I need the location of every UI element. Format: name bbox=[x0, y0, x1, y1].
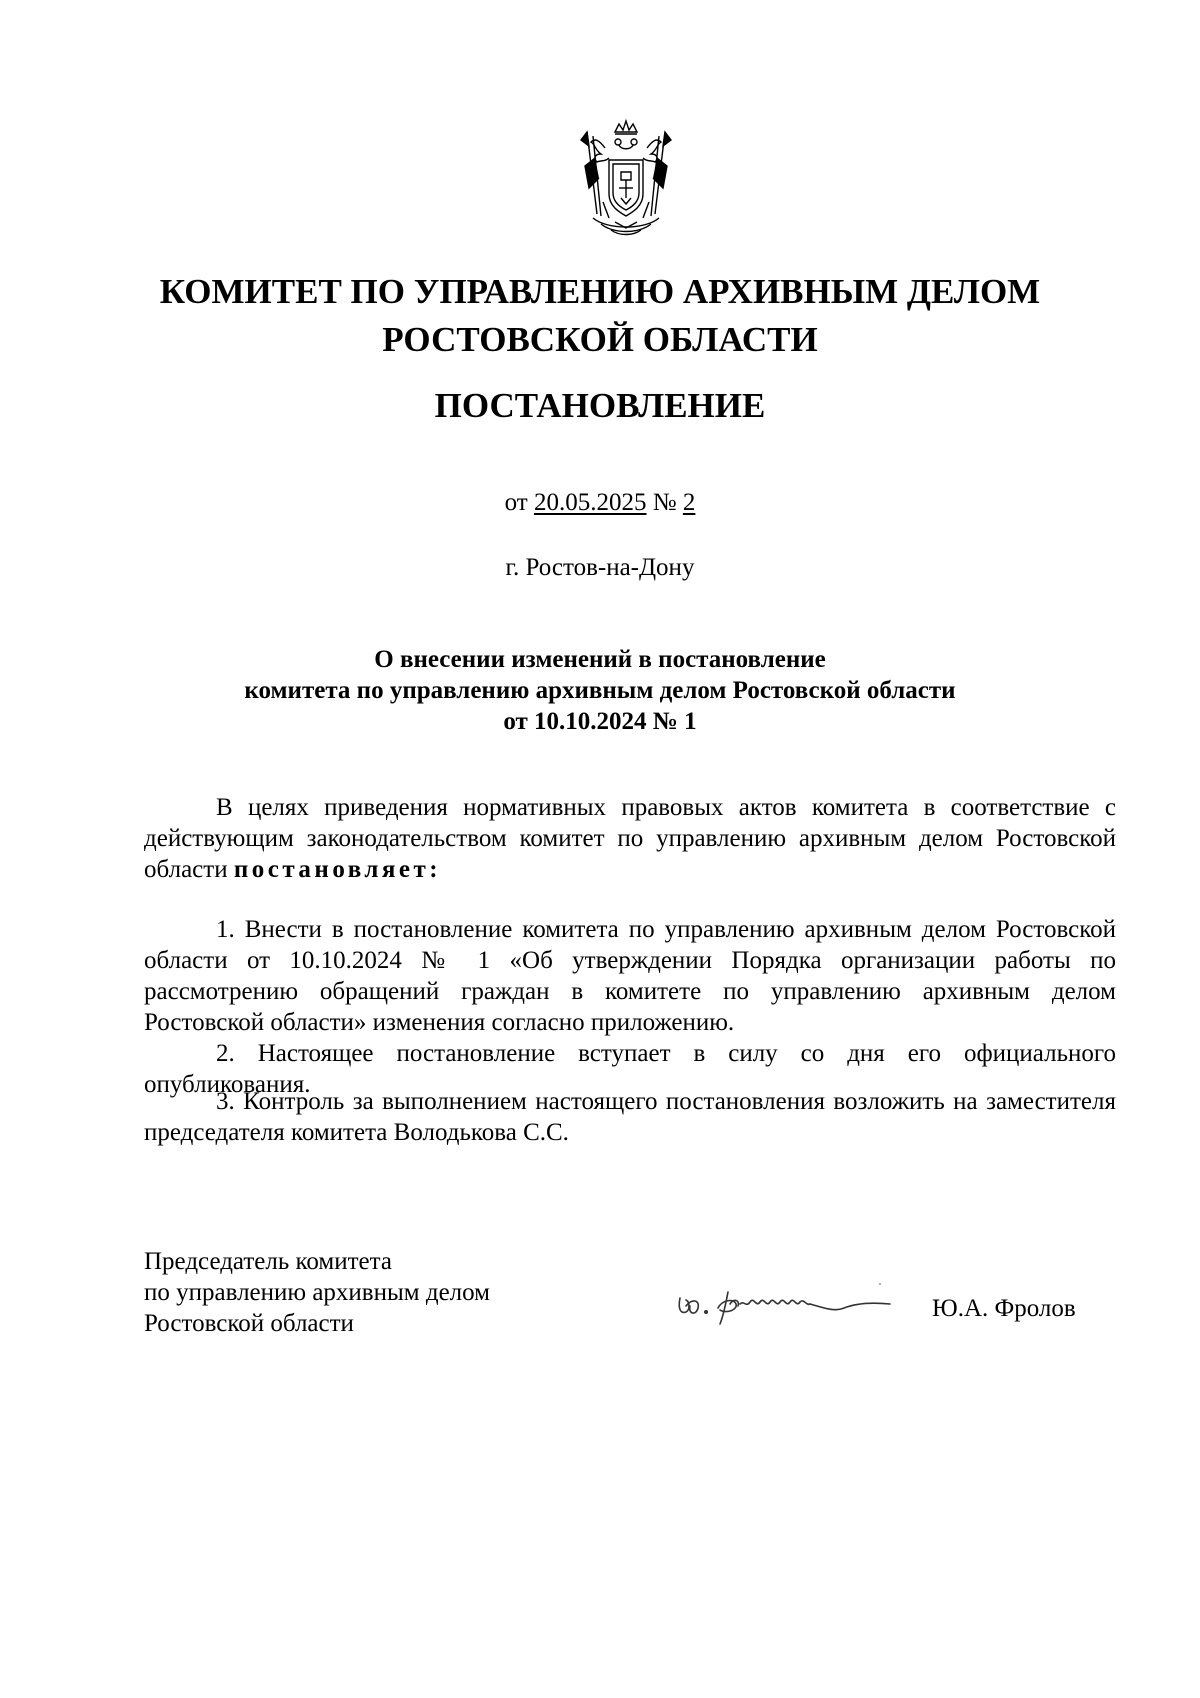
organization-name bbox=[100, 268, 1100, 364]
organization-name-line-1: КОМИТЕТ ПО УПРАВЛЕНИЮ АРХИВНЫМ ДЕЛОМ bbox=[159, 272, 1041, 311]
handwritten-signature-icon bbox=[674, 1278, 896, 1326]
intro-paragraph bbox=[144, 792, 1116, 885]
date-prefix: от bbox=[504, 489, 528, 516]
document-date: 20.05.2025 bbox=[534, 489, 647, 516]
document-date-number bbox=[100, 487, 1100, 519]
signer-name: Ю.А. Фролов bbox=[932, 1295, 1076, 1322]
subject-line-2: комитета по управлению архивным делом Ростовской области bbox=[244, 677, 956, 704]
subject-line-3: от 10.10.2024 № 1 bbox=[503, 708, 697, 735]
document-city: г. Ростов-на-Дону bbox=[505, 554, 695, 581]
number-sign: № bbox=[652, 489, 677, 516]
intro-text: В целях приведения нормативных правовых актов комитета в соответствие с действующим законодательством комитет по управлению архивным делом Ростовской области bbox=[144, 794, 1116, 883]
resolution-item-1: 1. Внести в постановление комитета по управлению архивным делом Ростовской области от 10.10.2024 № 1 «Об утверждении Порядка организации работы по рассмотрению обращений граждан в комитете по управлению архивным делом Ростовской области» изменения согласно приложению. bbox=[144, 916, 1116, 1036]
resolution-item-3: 3. Контроль за выполнением настоящего постановления возложить на заместителя председателя комитета Володькова С.С. bbox=[144, 1088, 1116, 1146]
signer-title bbox=[144, 1246, 490, 1339]
signer-title-line-3: Ростовской области bbox=[144, 1310, 354, 1337]
subject-line-1: О внесении изменений в постановление bbox=[374, 646, 826, 673]
coat-of-arms-icon bbox=[571, 118, 681, 240]
document-number: 2 bbox=[682, 489, 696, 516]
resolution-item-2: 2. Настоящее постановление вступает в силу со дня его официального опубликования. bbox=[144, 1040, 1116, 1098]
organization-name-line-2: РОСТОВСКОЙ ОБЛАСТИ bbox=[382, 320, 818, 359]
resolves-word: постановляет bbox=[233, 856, 430, 883]
signer-title-line-1: Председатель комитета bbox=[144, 1248, 392, 1275]
document-subject bbox=[100, 644, 1100, 737]
resolves-colon: : bbox=[429, 856, 438, 883]
document-type: ПОСТАНОВЛЕНИЕ bbox=[434, 386, 766, 425]
signer-title-line-2: по управлению архивным делом bbox=[144, 1279, 490, 1306]
